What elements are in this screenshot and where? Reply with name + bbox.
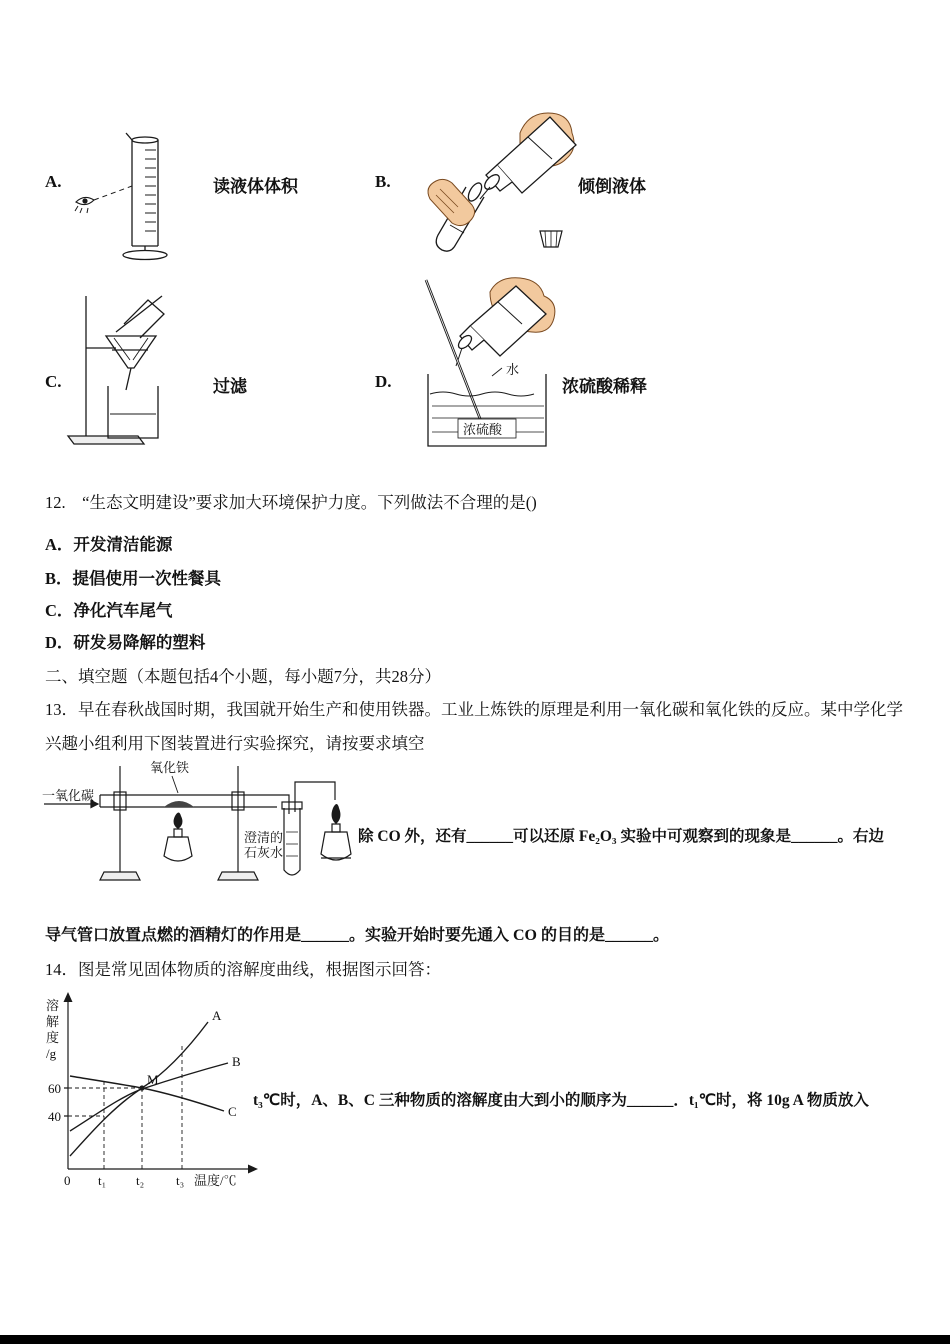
iron-oxide-label: 氧化铁 [150,760,190,775]
chart-ytick-60: 60 [48,1081,61,1096]
figure-b-caption: 倾倒液体 [578,177,646,196]
chart-y-label-char-4: /g [46,1046,57,1061]
figure-c-label: C. [45,372,62,391]
curve-c-label: C [228,1104,237,1119]
chart-x-axis-label: 温度/℃ [194,1173,237,1188]
bottle-stopper-icon [540,231,562,247]
alcohol-lamp-icon [164,813,192,862]
left-stand-base [100,872,140,880]
filter-funnel-icon [106,336,156,390]
water-label: 水 [506,362,520,377]
tail-gas-lamp-icon [321,804,351,860]
point-m-label: M [147,1072,159,1087]
figure-b-illustration [400,103,580,258]
co-reduction-apparatus-illustration [42,752,362,897]
section-2-header: 二、填空题（本题包括4个小题，每小题7分，共28分） [45,667,441,686]
graduated-cylinder-icon [94,133,167,260]
chart-y-label-char-1: 溶 [46,998,60,1013]
right-stand-base [218,872,258,880]
question-13-fill-right: 除 CO 外，还有______可以还原 Fe₂O₃ 实验中可观察到的现象是______。右边 [358,828,884,845]
figure-b-label: B. [375,172,391,191]
curve-a-label: A [212,1008,222,1023]
acid-label: 浓硫酸 [463,422,503,437]
figure-d-illustration [398,274,588,456]
question-12-option-a: A．开发清洁能源 [45,535,173,554]
curve-a [70,1022,208,1156]
curve-b-label: B [232,1054,241,1069]
chart-y-label-char-3: 度 [46,1030,60,1045]
collecting-beaker-icon [108,386,158,438]
gas-inlet-label: 一氧化碳 [42,788,95,803]
left-hand-icon [428,179,475,225]
stand-base [68,436,144,444]
question-14-stem: 14．图是常见固体物质的溶解度曲线，根据图示回答： [45,960,441,979]
question-12-option-b: B．提倡使用一次性餐具 [45,569,222,588]
chart-y-label-char-2: 解 [46,1014,60,1029]
figure-d-label: D. [375,372,392,391]
question-12-option-c: C．净化汽车尾气 [45,601,173,620]
delivery-tube-in [277,795,289,814]
solubility-curve-chart [42,984,267,1199]
question-12-option-d: D．研发易降解的塑料 [45,633,206,652]
chart-xtick-t1: t₁ [98,1173,107,1188]
figure-c-illustration [64,286,184,454]
figure-c-caption: 过滤 [213,377,247,396]
limewater-label-line-1: 澄清的 [244,830,284,845]
page-bottom-edge [0,1335,950,1344]
observer-eye-icon [75,197,94,213]
question-13-stem-line-1: 13．早在春秋战国时期，我国就开始生产和使用铁器。工业上炼铁的原理是利用一氧化碳和氧化铁的反应。某中学化学 [45,700,903,719]
chart-xtick-0: 0 [64,1173,71,1188]
point-m [139,1085,144,1090]
question-14-fill: t₃℃时，A、B、C 三种物质的溶解度由大到小的顺序为______．t₁℃时，将 10g A 物质放入 [253,1092,869,1109]
pouring-beaker-icon [116,296,164,338]
chart-ytick-40: 40 [48,1109,61,1124]
delivery-tube-out [295,782,335,812]
limewater-test-tube-icon [282,802,302,875]
figure-d-caption: 浓硫酸稀释 [562,377,647,396]
figure-a-label: A. [45,172,62,191]
iron-oxide-mound [164,801,194,807]
chart-xtick-t2: t₂ [136,1173,145,1188]
figure-a-caption: 读液体体积 [213,177,298,196]
figure-a-illustration [68,128,203,268]
question-13-stem-line-2: 兴趣小组利用下图装置进行实验探究，请按要求填空 [45,734,425,753]
dashed-guides [68,1044,182,1169]
question-12-stem: 12. “生态文明建设”要求加大环境保护力度。下列做法不合理的是() [45,493,537,512]
limewater-label-line-2: 石灰水 [244,845,284,860]
chart-xtick-t3: t₃ [176,1173,185,1188]
question-13-fill-bottom: 导气管口放置点燃的酒精灯的作用是______。实验开始时要先通入 CO 的目的是______。 [45,927,670,944]
